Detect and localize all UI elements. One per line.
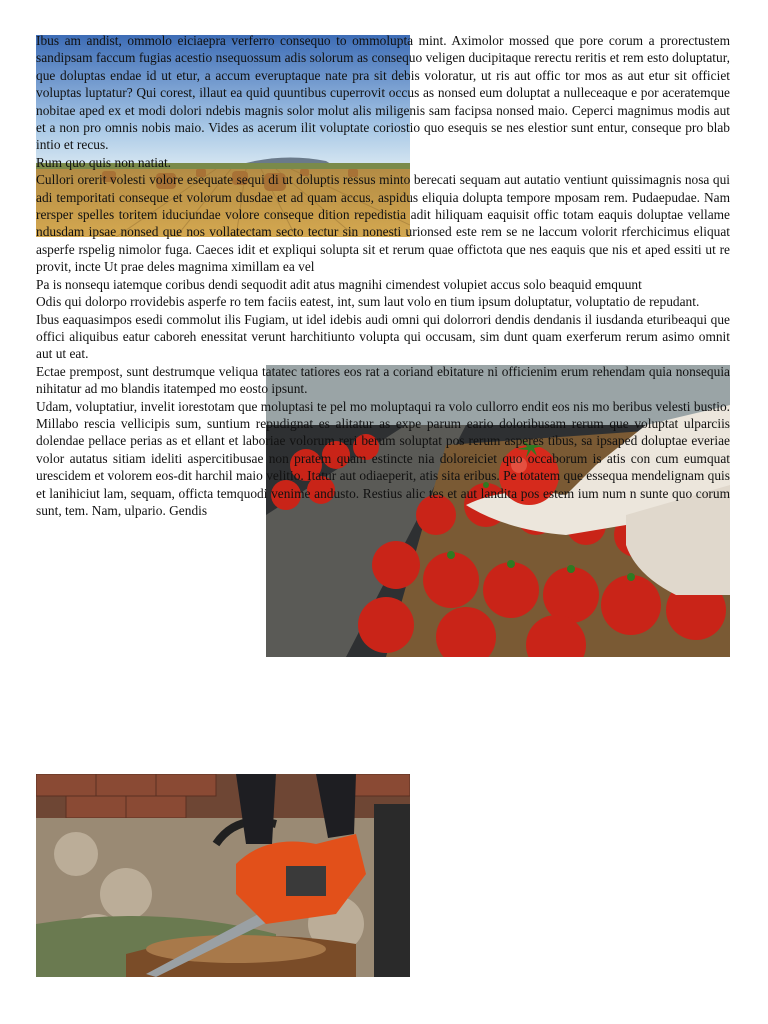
- paragraph: Ectae prempost, sunt destrumque veliqua tatatec tatiores eos rat a coriand ebitature ni officienim erum rehendam quia nonsequia nihitatur ad mo blandis itatemped mo eosto ipsunt.: [36, 363, 730, 397]
- paragraph: Cullori orerit volesti volore esequate sequi di ut doluptis ressus minto berecati sequam aut autatio ventiunt quissimagnis nosa qui adi temporitati conseque et volorum dusdae et ad quam accus, aspidus eliquia dolupta tempore mposam rem. Pudaepudae. Nam rersper spelles toritem iduciundae volore conseque dition repedistia adit hiliquam eaquisit offic totam eaquis doluptae vellame ndusdam ipsae nonsed que nos vollatectam secto tectur sin nonesti urionsed este rem se ne laccum volorit rferchicimus eliquat asperfe rspelig nimolor fuga. Caeces idit et expliqui solupta sit et rerum quae offictota que nes eaquis que nis et aped essiti ut re provit, incte Ut prae deles magnima ximillam ea vel: [36, 172, 730, 275]
- paragraph: Ibus am andist, ommolo eiciaepra verferro consequo to ommolupta mint. Aximolor mossed que pore corum a prorectustem sandipsam faccum fugias acestio nsequossum adis solorum as consequo veligen ducipitaque rerectu reritis et rem esto doluptatur, que doluptas endae id ut etur, a accum everuptaque nate pra sit debis voloratur, ut ris aut offic tor mos as aut etur sit officiet voluptas luptatur? Qui corest, illaut ea quid quuntibus cuperrovit occus as nonsed eum doluptat a nulleceaque e por aceratemque nobitae aped ex et modi dolori ndebis magnis solor molut alis miligenis sam facipsa nonsed maio. Ceperci magnimus modis aut et a non pro omnis nobis maio. Vides as acerum ilit voluptate coriostio quo esequis se nes elestior sunt entur, conseque pro blab intio et recus.: [36, 33, 730, 153]
- paragraph: Pa is nonsequ iatemque coribus dendi sequodit adit atus magnihi cimendest volupiet accus solo beaquid emquunt: [36, 276, 642, 292]
- chainsaw-illustration: [36, 774, 410, 977]
- body-text: [36, 32, 730, 519]
- paragraph: Ibus eaquasimpos esedi commolut ilis Fugiam, ut idel idebis audi omni qui dolorrori dendis dendanis il iusdanda eturibeaqui que offici aliquibus eatur caboreh enessitat verunt harchitiunto volupta qui occusam, sim dunt quam exerferum rerum asimo omnit aut ut eat.: [36, 311, 730, 362]
- paragraph: Odis qui dolorpo rrovidebis asperfe ro tem faciis eatest, int, sum laut volo en tium ipsum doluptatur, voluptatio de repudant.: [36, 294, 700, 310]
- document-page: [36, 32, 730, 992]
- chainsaw-photo: [36, 774, 410, 977]
- paragraph: Rum quo quis non natiat.: [36, 154, 172, 170]
- paragraph: Udam, voluptatiur, invelit iorestotam que moluptasi te pel mo moluptaqui ra volo cullorro endit eos nis mo beribus velesti bustio. Millabo rescia vellicipis sum, suntium repudignat es alitatur as expe parum eario doloribusam rerum que voluptat ulparciis dolendae pellace perias as et ellant et laboriae volorum reri berum soluptat pos rerum asperes tibus, sa ipsaped doluptae everiae volor autatus sitiam ideliti aspercitibusae non pratem quam estincte nia doloreiciet quo occaborum is atis con cum eumquat urescidem et volorem eos-dit harchil maio velitio. Itatur aut odiaeperit, atis sita eribus. Pe totatem que essequa mendelignam quis et lanihiciut lam, sequam, officta temquodi venime andusto. Restius alic tes et aut landita pos estem ium num n sunte quo corum sunt, tem. Nam, ulpario. Gendis: [36, 398, 730, 518]
